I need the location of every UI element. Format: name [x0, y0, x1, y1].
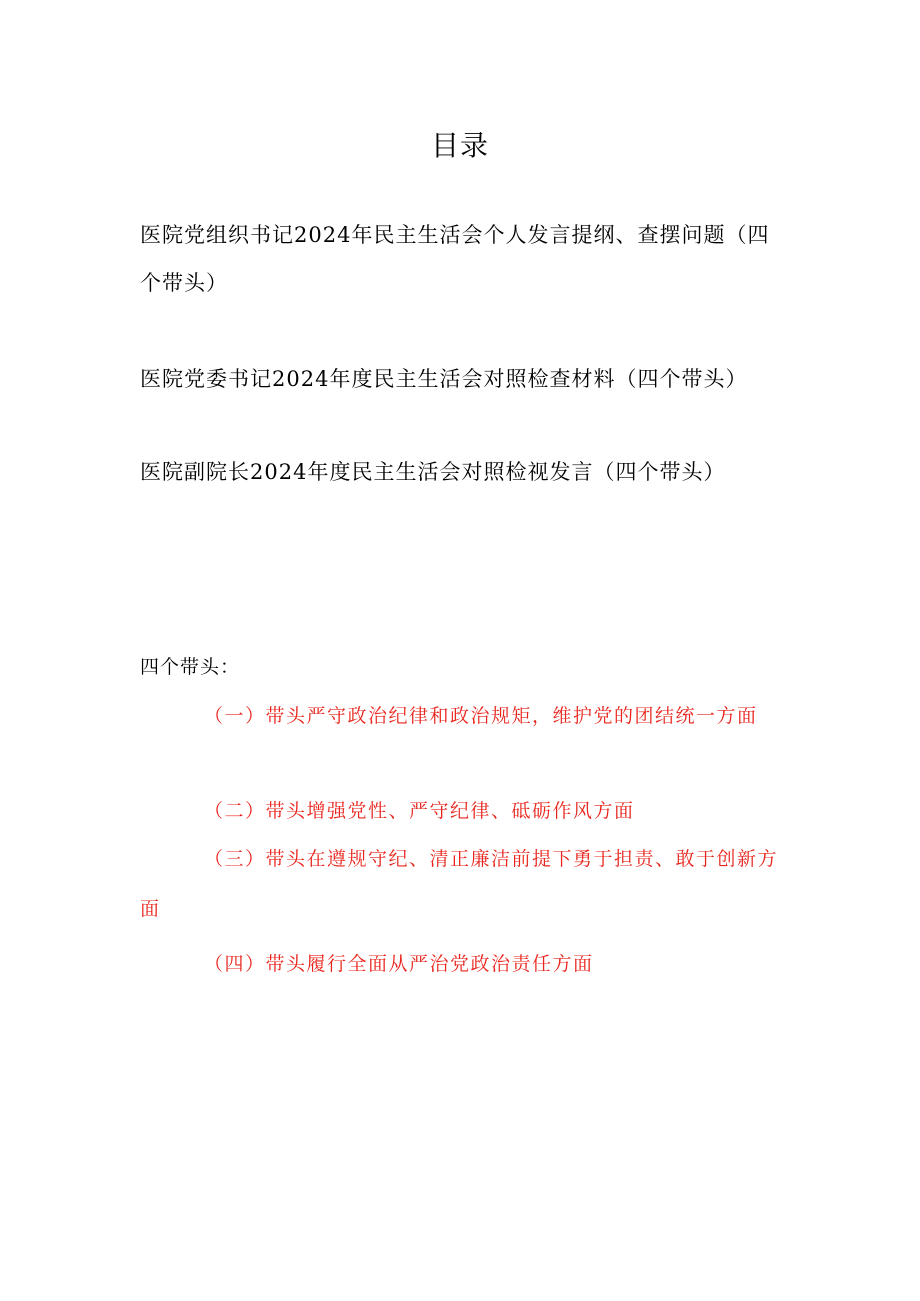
four-heads-item: （二）带头增强党性、严守纪律、砥砺作风方面: [204, 800, 635, 822]
toc-item: 医院副院长2024年度民主生活会对照检视发言（四个带头）: [140, 460, 726, 484]
toc-item: 医院党委书记2024年度民主生活会对照检查材料（四个带头）: [140, 367, 748, 391]
toc-item: 医院党组织书记2024年民主生活会个人发言提纲、查摆问题（四个带头）: [140, 223, 770, 295]
page-title: 目录: [430, 129, 489, 162]
four-heads-item: （四）带头履行全面从严治党政治责任方面: [204, 953, 594, 975]
four-heads-item: （三）带头在遵规守纪、清正廉洁前提下勇于担责、敢于创新方面: [140, 848, 779, 920]
four-heads-label: 四个带头：: [140, 656, 241, 678]
four-heads-item: （一）带头严守政治纪律和政治规矩，维护党的团结统一方面: [204, 705, 758, 727]
